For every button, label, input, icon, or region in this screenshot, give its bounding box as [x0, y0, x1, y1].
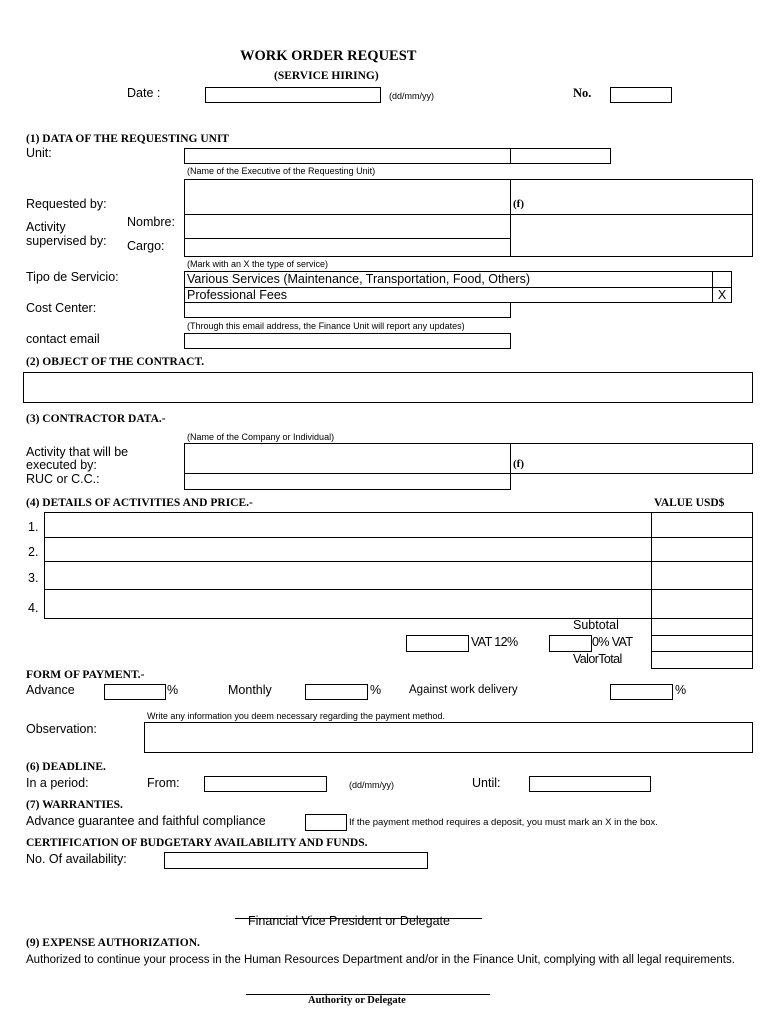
section3-heading: (3) CONTRACTOR DATA.- [26, 413, 166, 425]
delivery-label: Against work delivery [409, 684, 518, 696]
service-note: (Mark with an X the type of service) [187, 259, 329, 269]
ruc-label: RUC or C.C.: [26, 472, 100, 486]
form-title: WORK ORDER REQUEST [240, 48, 417, 64]
vat-field[interactable] [651, 635, 753, 652]
activity-row-value[interactable] [651, 512, 753, 538]
advance-percent-field[interactable] [104, 684, 166, 700]
warranty-advance-label: Advance guarantee and faithful compliance [26, 814, 266, 828]
nombre-field[interactable] [184, 214, 511, 239]
unit-label: Unit: [26, 146, 52, 160]
date-format-hint: (dd/mm/yy) [389, 91, 434, 101]
activity-row-field[interactable] [44, 561, 652, 590]
email-note: (Through this email address, the Finance Unit will report any updates) [187, 321, 465, 331]
vat0-base-field[interactable] [549, 635, 592, 652]
contractor-activity-label-1: Activity that will be [26, 445, 129, 459]
period-label: In a period: [26, 776, 89, 790]
cost-center-label: Cost Center: [26, 301, 97, 315]
service-option-various-checkbox[interactable] [712, 271, 732, 288]
requested-by-signature-mark: (f) [513, 198, 524, 210]
vat0-label: 0% VAT [592, 635, 633, 649]
number-field[interactable] [610, 87, 672, 103]
contractor-signature-mark: (f) [513, 458, 524, 470]
financial-signer-label: Financial Vice President or Delegate [248, 914, 450, 928]
ruc-field[interactable] [184, 473, 511, 490]
service-type-label: Tipo de Servicio: [26, 270, 119, 284]
availability-field[interactable] [164, 852, 428, 869]
activity-row-field[interactable] [44, 512, 652, 538]
advance-label: Advance [26, 683, 75, 697]
activity-supervised-label-1: Activity [26, 220, 66, 234]
deadline-date-format: (dd/mm/yy) [349, 780, 394, 790]
nombre-label: Nombre: [127, 215, 175, 229]
activity-supervised-label-2: supervised by: [26, 234, 107, 248]
deposit-checkbox[interactable] [305, 814, 347, 831]
certification-heading: CERTIFICATION OF BUDGETARY AVAILABILITY AND FUNDS. [26, 837, 368, 849]
unit-code-field[interactable] [510, 148, 611, 164]
contractor-activity-label-2: executed by: [26, 458, 97, 472]
activity-row-field[interactable] [44, 589, 652, 619]
monthly-percent-sign: % [370, 683, 382, 697]
activity-row-number: 4. [28, 601, 39, 615]
company-note: (Name of the Company or Individual) [187, 432, 335, 442]
activity-row-value[interactable] [651, 537, 753, 562]
authorization-heading: (9) EXPENSE AUTHORIZATION. [26, 937, 200, 949]
requested-by-field[interactable] [184, 179, 511, 215]
authorization-text: Authorized to continue your process in the Human Resources Department and/or in the Finance Unit, complying with all legal requirements. [26, 954, 735, 966]
advance-percent-sign: % [167, 683, 179, 697]
until-date-field[interactable] [529, 776, 651, 792]
cost-center-field[interactable] [184, 302, 511, 318]
date-field[interactable] [205, 87, 381, 103]
form-subtitle: (SERVICE HIRING) [274, 70, 379, 82]
payment-heading: FORM OF PAYMENT.- [26, 669, 145, 681]
contact-email-label: contact email [26, 332, 100, 346]
subtotal-field[interactable] [651, 618, 753, 636]
monthly-label: Monthly [228, 683, 272, 697]
number-label: No. [573, 86, 592, 100]
cargo-label: Cargo: [127, 239, 165, 253]
deposit-note: If the payment method requires a deposit, you must mark an X in the box. [349, 817, 658, 828]
delivery-percent-sign: % [675, 683, 687, 697]
date-label: Date : [127, 86, 161, 100]
contact-email-field[interactable] [184, 333, 511, 349]
activity-row-number: 2. [28, 545, 39, 559]
monthly-percent-field[interactable] [305, 684, 368, 700]
service-option-professional: Professional Fees [184, 287, 713, 303]
activity-row-field[interactable] [44, 537, 652, 562]
section2-heading: (2) OBJECT OF THE CONTRACT. [26, 356, 205, 368]
total-label: ValorTotal [573, 652, 622, 666]
vat12-base-field[interactable] [406, 635, 469, 652]
payment-note: Write any information you deem necessary regarding the payment method. [147, 711, 445, 721]
section1-heading: (1) DATA OF THE REQUESTING UNIT [26, 133, 230, 145]
activity-row-number: 1. [28, 520, 39, 534]
delivery-percent-field[interactable] [610, 684, 673, 700]
section4-heading: (4) DETAILS OF ACTIVITIES AND PRICE.- [26, 497, 253, 509]
activity-row-number: 3. [28, 571, 39, 585]
availability-label: No. Of availability: [26, 852, 127, 866]
value-usd-header: VALUE USD$ [654, 497, 725, 509]
activity-row-value[interactable] [651, 589, 753, 619]
contractor-signature-field[interactable] [510, 443, 753, 474]
service-option-professional-checkbox[interactable]: X [712, 287, 732, 303]
warranties-heading: (7) WARRANTIES. [26, 799, 123, 811]
vat12-label: VAT 12% [471, 635, 518, 649]
deadline-heading: (6) DEADLINE. [26, 761, 106, 773]
from-date-field[interactable] [204, 776, 327, 792]
requested-by-label: Requested by: [26, 197, 107, 211]
observation-field[interactable] [144, 722, 753, 753]
service-option-various: Various Services (Maintenance, Transportation, Food, Others) [184, 271, 713, 288]
unit-field[interactable] [184, 148, 511, 164]
until-label: Until: [472, 776, 501, 790]
contract-object-field[interactable] [23, 372, 753, 403]
supervisor-signature-field[interactable] [510, 214, 753, 257]
authority-signer-label: Authority or Delegate [308, 995, 406, 1006]
subtotal-label: Subtotal [573, 618, 619, 632]
executive-note: (Name of the Executive of the Requesting Unit) [187, 166, 376, 176]
total-field[interactable] [651, 651, 753, 669]
from-label: From: [147, 776, 180, 790]
requested-by-signature-field[interactable] [510, 179, 753, 215]
observation-label: Observation: [26, 722, 97, 736]
activity-row-value[interactable] [651, 561, 753, 590]
cargo-field[interactable] [184, 238, 511, 257]
contractor-name-field[interactable] [184, 443, 511, 474]
